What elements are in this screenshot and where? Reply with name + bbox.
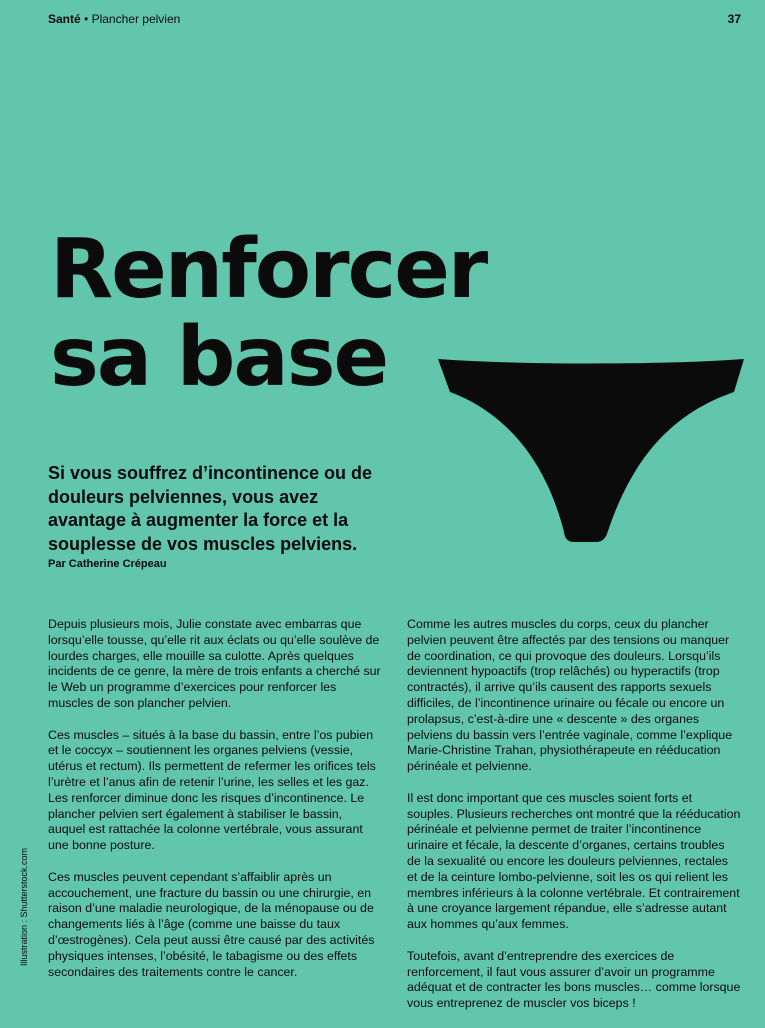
body-paragraph: Ces muscles peuvent cependant s’affaiblir après un accouchement, une fracture du bassin ou une chirurgie, en raison d’une maladie neurologique, de la ménopause ou de changements liés à l’âge (comme une baisse du taux d’œstrogènes). Cela peut aussi être causé par des activités physiques intenses, l’obésité, le tabagisme ou des effets secondaires des traitements contre le cancer. — [48, 869, 375, 979]
running-header — [48, 12, 741, 28]
title-line-1: Renforcer — [50, 222, 487, 317]
section-label: Santé — [48, 12, 81, 26]
body-paragraph: Toutefois, avant d’entreprendre des exercices de renforcement, il faut vous assurer d’avoir un programme adéquat et de contracter les bons muscles… comme lorsque vous entreprenez de muscler vos biceps ! — [407, 948, 741, 1011]
title-line-2: sa base — [50, 310, 388, 405]
illustration-credit: Illustration : Shutterstock.com — [19, 847, 29, 966]
body-paragraph: Ces muscles – situés à la base du bassin, entre l’os pubien et le coccyx – soutiennent les organes pelviens (vessie, utérus et rectum). Ils permettent de refermer les orifices tels l’urètre et l’anus afin de retenir l’urine, les selles et les gaz. Les renforcer diminue donc les risques d’incontinence. Le plancher pelvien sert également à stabiliser le bassin, auquel est rattachée la colonne vertébrale, vous assurant une bonne posture. — [48, 727, 376, 853]
underwear-shape — [438, 359, 744, 542]
body-column-right — [407, 617, 741, 1028]
body-paragraph: Il est donc important que ces muscles soient forts et souples. Plusieurs recherches ont montré que la rééducation périnéale et pelvienne permet de traiter l’incontinence urinaire et fécale, la descente d’organes, certains troubles de la sexualité ou encore les douleurs pelviennes, rectales et de la ceinture lombo-pelvienne, soit les os qui relient les membres inférieurs à la colonne vertébrale. Et contrairement à une croyance largement répandue, elle s’adresse autant aux hommes qu’aux femmes. — [407, 790, 741, 932]
article-title — [50, 222, 487, 405]
article-lede: Si vous souffrez d’incontinence ou de douleurs pelviennes, vous avez avantage à augmenter la force et la souplesse de vos muscles pelviens. — [48, 463, 373, 554]
byline: Par Catherine Crépeau — [48, 558, 167, 570]
underwear-icon — [438, 356, 744, 546]
body-paragraph: Depuis plusieurs mois, Julie constate avec embarras que lorsqu’elle tousse, qu’elle rit aux éclats ou qu’elle soulève de lourdes charges, elle mouille sa culotte. Après quelques incidents de ce genre, la mère de trois enfants a cherché sur le Web un programme d’exercices pour renforcer les muscles de son plancher pelvien. — [48, 617, 381, 710]
page-number: 37 — [727, 12, 741, 26]
body-paragraph: Comme les autres muscles du corps, ceux du plancher pelvien peuvent être affectés par des tensions ou manquer de coordination, ce qui provoque des douleurs. Lorsqu’ils deviennent hypoactifs (trop relâchés) ou hyperactifs (trop contractés), il arrive qu’ils causent des rapports sexuels difficiles, de l’incontinence urinaire ou fécale ou encore un prolapsus, c’est-à-dire une « descente » des organes pelviens du bassin vers l’entrée vaginale, comme l’explique Marie-Christine Trahan, physiothérapeute en rééducation périnéale et pelvienne. — [407, 617, 733, 774]
header-bullet: • — [84, 12, 89, 26]
topic-label: Plancher pelvien — [91, 12, 181, 26]
body-column-left — [48, 617, 382, 996]
